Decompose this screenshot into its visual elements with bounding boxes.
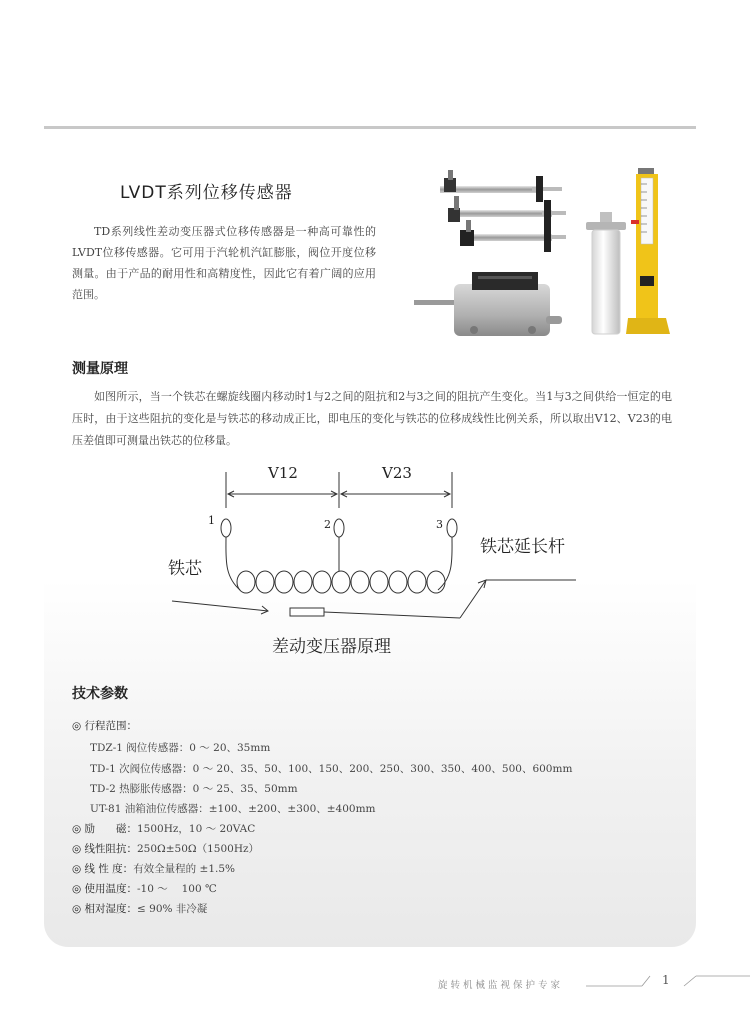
spec-humidity-label: ◎ 相对湿度：	[72, 903, 137, 915]
spec-linearity-label: ◎ 线 性 度：	[72, 863, 134, 875]
spec-range-item: TD-1 次阀位传感器：0 ～ 20、35、50、100、150、200、250、300、350、400、500、600mm	[90, 763, 573, 775]
spec-impedance	[72, 841, 259, 856]
spec-impedance-label: ◎ 线性阻抗：	[72, 843, 137, 855]
terminal-3-label: 3	[436, 518, 443, 531]
spec-range-item: UT-81 油箱油位传感器：±100、±200、±300、±400mm	[90, 803, 376, 815]
page-number: 1	[662, 973, 670, 987]
page-title: LVDT系列位移传感器	[120, 183, 293, 203]
footer-tagline: 旋转机械监视保护专家	[438, 980, 564, 991]
spec-humidity	[72, 901, 207, 916]
core-label: 铁芯	[168, 559, 202, 579]
spec-range-label: ◎ 行程范围：	[72, 720, 137, 732]
label-v12: V12	[268, 464, 298, 482]
spec-excitation-label: ◎ 励 磁：	[72, 823, 137, 835]
spec-linearity-value: 有效全量程的 ±1.5%	[133, 863, 235, 875]
spec-temperature	[72, 881, 217, 896]
spec-temperature-label: ◎ 使用温度：	[72, 883, 137, 895]
spec-temperature-value: -10 ～ 100 ℃	[137, 883, 217, 895]
principle-heading: 测量原理	[72, 361, 128, 377]
terminal-2-label: 2	[324, 518, 331, 531]
label-v23: V23	[382, 464, 412, 482]
product-photo-level-gauge	[626, 168, 670, 338]
spec-excitation	[72, 821, 255, 836]
spec-range-item: TDZ-1 阀位传感器：0 ～ 20、35mm	[90, 742, 271, 754]
product-photo-cylinder	[586, 212, 626, 336]
spec-impedance-value: 250Ω±50Ω（1500Hz）	[137, 843, 260, 855]
spec-linearity	[72, 861, 235, 876]
intro-paragraph: TD系列线性差动变压器式位移传感器是一种高可靠性的LVDT位移传感器。它可用于汽轮机汽缸膨胀，阀位开度位移测量。由于产品的耐用性和高精度性，因此它有着广阔的应用范围。	[72, 225, 376, 301]
spec-range-item: TD-2 热膨胀传感器：0 ～ 25、35、50mm	[90, 783, 298, 795]
lvdt-principle-diagram	[160, 458, 590, 662]
product-photo-sensors	[432, 168, 567, 254]
spec-humidity-value: ≤ 90% 非冷凝	[137, 903, 208, 915]
product-photo-housing	[414, 270, 566, 342]
terminal-1-label: 1	[208, 514, 215, 527]
diagram-caption: 差动变压器原理	[272, 637, 391, 657]
spec-excitation-value: 1500Hz，10 ～ 20VAC	[137, 823, 256, 835]
specs-heading: 技术参数	[72, 686, 128, 702]
principle-paragraph: 如图所示，当一个铁芯在螺旋线圈内移动时1与2之间的阻抗和2与3之间的阻抗产生变化。当1与3之间供给一恒定的电压时，由于这些阻抗的变化是与铁芯的移动成正比，即电压的变化与铁芯的位移成线性比例关系，所以取出V12、V23的电压差值即可测量出铁芯的位移量。	[72, 390, 672, 447]
spec-range	[72, 718, 137, 733]
rod-label: 铁芯延长杆	[480, 537, 565, 557]
